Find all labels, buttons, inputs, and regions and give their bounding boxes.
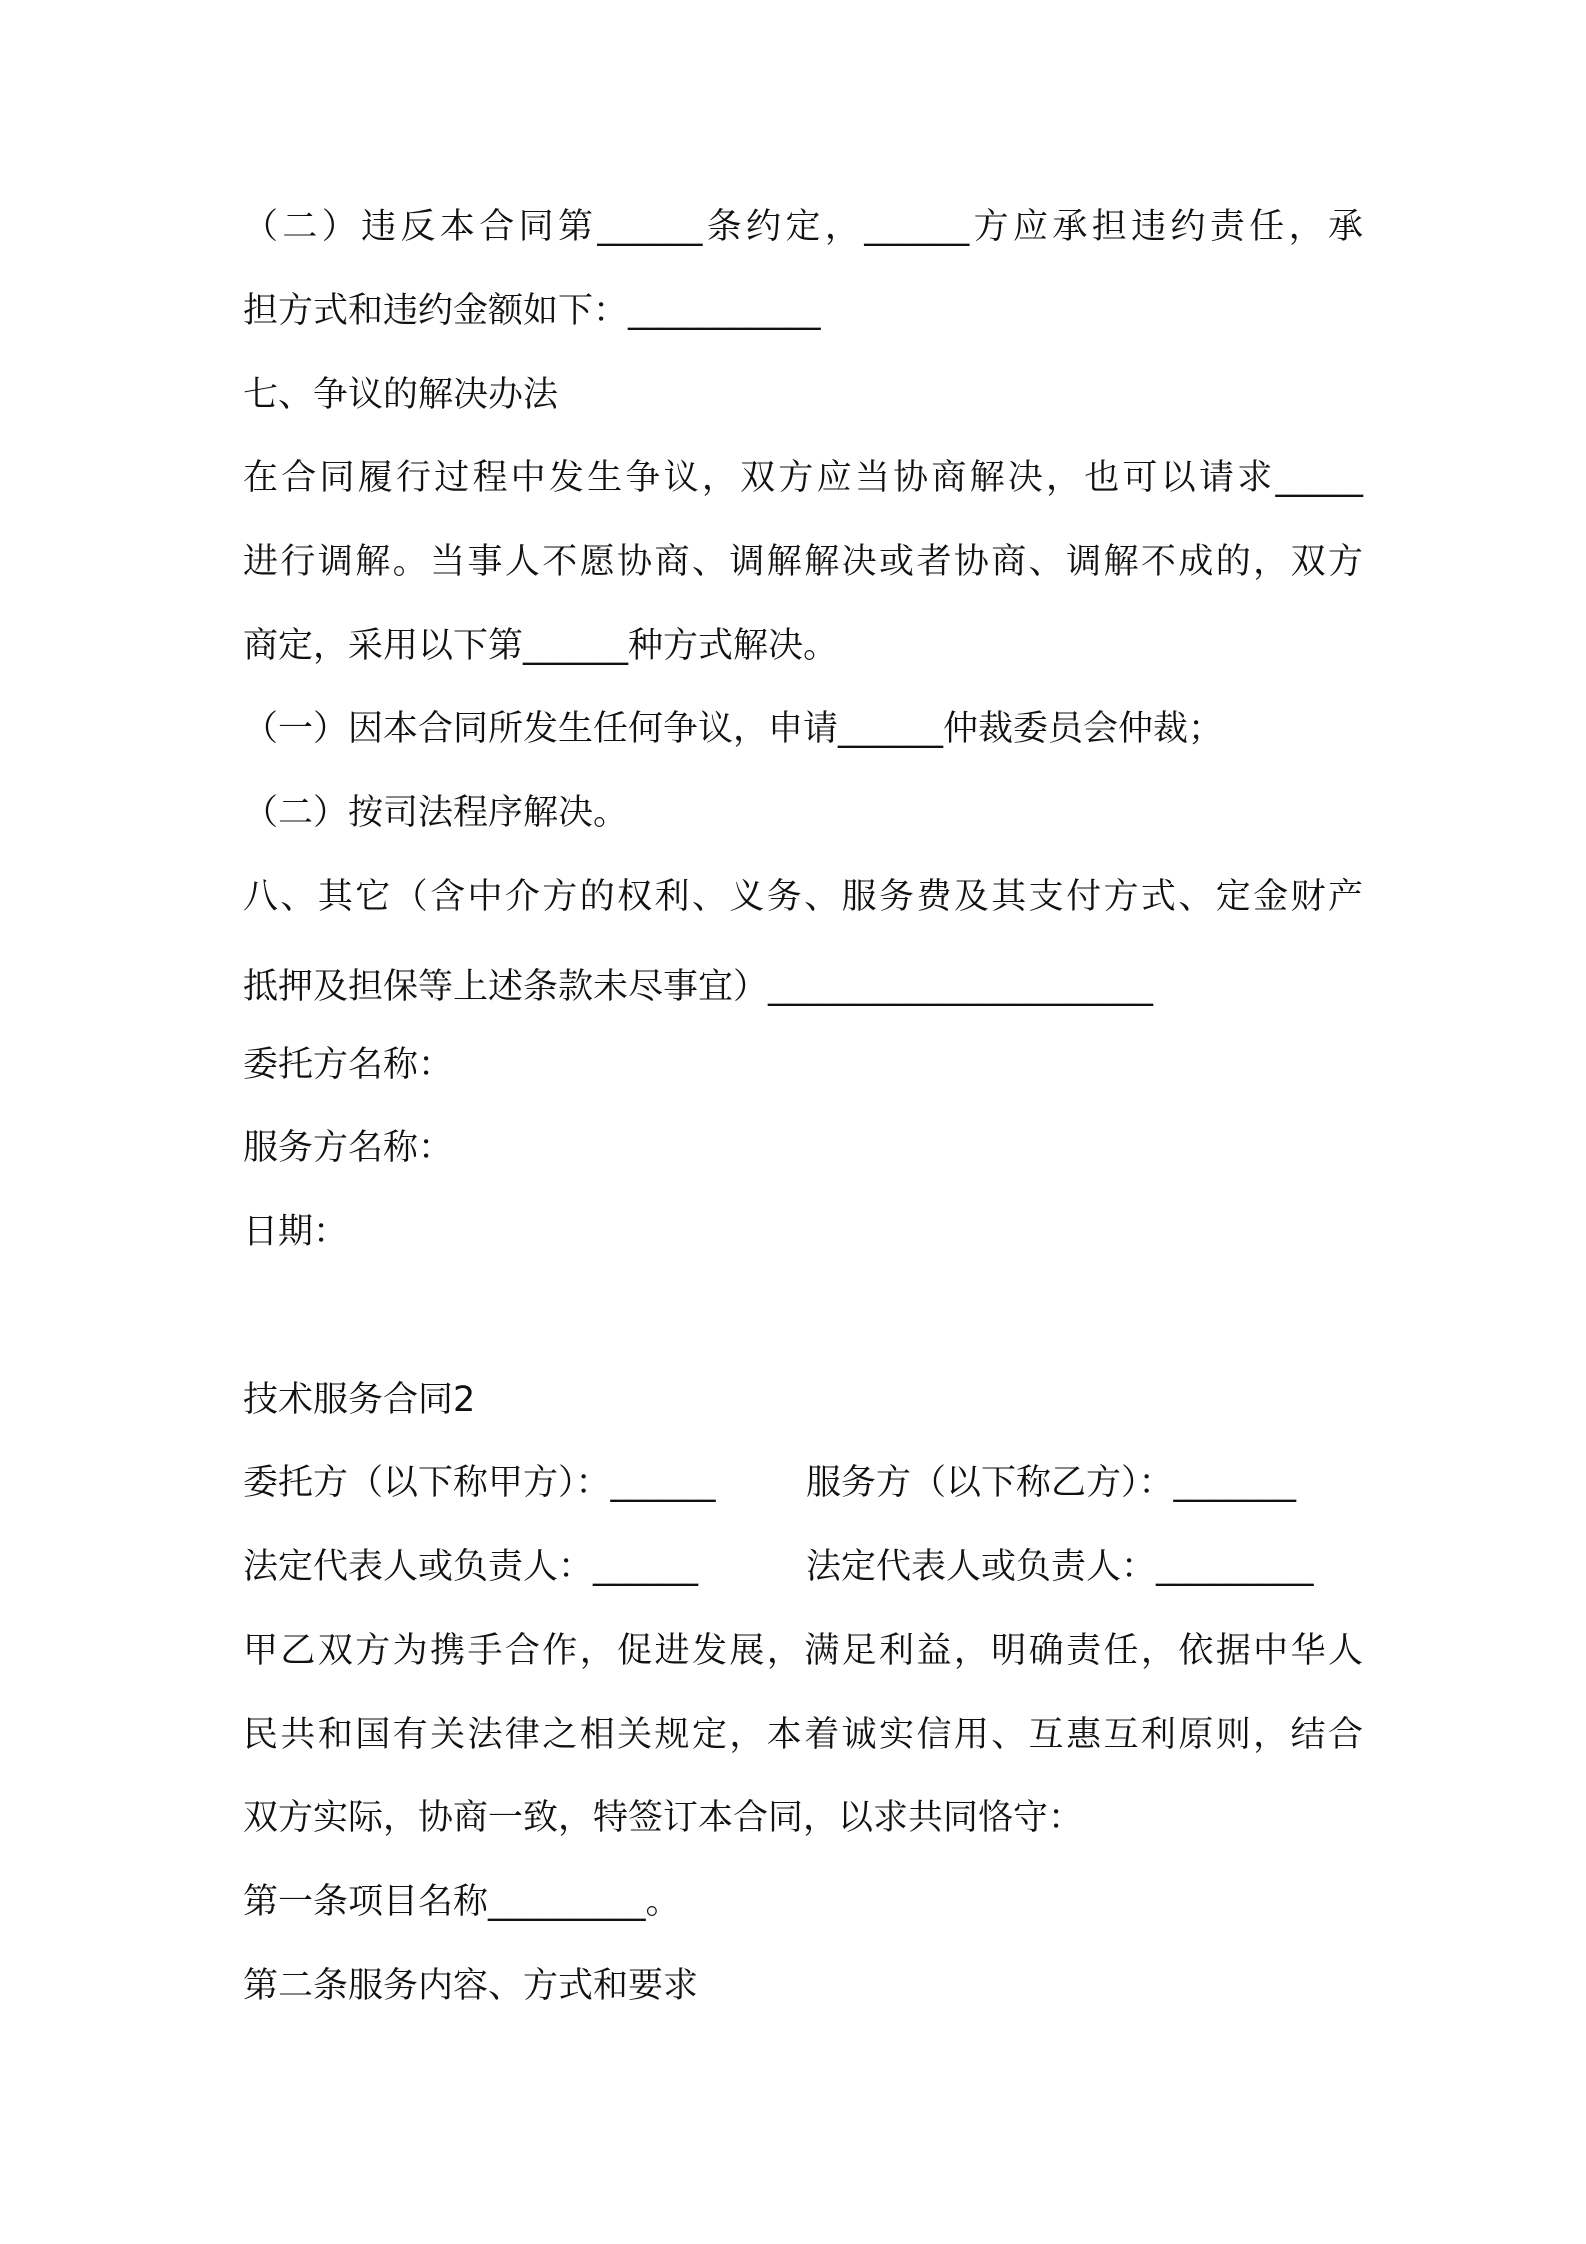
- contract2-provider-rep: 法定代表人或负责人：_________: [806, 1547, 1314, 1587]
- clause-breach-line-1: （二）违反本合同第______条约定，______方应承担违约责任，承: [243, 207, 1363, 247]
- section-heading-other-line-2: 抵押及担保等上述条款未尽事宜）______________________: [243, 967, 1154, 1007]
- contract2-article-2: 第二条服务内容、方式和要求: [243, 1966, 699, 2006]
- date-field: 日期：: [243, 1212, 349, 1252]
- dispute-paragraph-line-2: 进行调解。当事人不愿协商、调解解决或者协商、调解不成的，双方: [243, 542, 1363, 582]
- contract2-preamble-line-3: 双方实际，协商一致，特签订本合同，以求共同恪守：: [243, 1798, 1084, 1838]
- contract2-title: 技术服务合同2: [243, 1380, 476, 1420]
- contract2-article-1: 第一条项目名称_________。: [243, 1882, 681, 1922]
- contract2-provider-label: 服务方（以下称乙方）：_______: [806, 1463, 1297, 1503]
- provider-name-field: 服务方名称：: [243, 1128, 454, 1168]
- clause-breach-line-2: 担方式和违约金额如下：___________: [243, 291, 821, 331]
- client-name-field: 委托方名称：: [243, 1045, 454, 1085]
- dispute-paragraph-line-3: 商定，采用以下第______种方式解决。: [243, 626, 839, 666]
- section-heading-dispute: 七、争议的解决办法: [243, 375, 559, 415]
- dispute-option-judicial: （二）按司法程序解决。: [243, 793, 629, 833]
- contract2-client-rep: 法定代表人或负责人：______: [243, 1547, 699, 1587]
- contract2-representatives-row: [243, 1541, 1363, 1593]
- contract2-preamble-line-1: 甲乙双方为携手合作，促进发展，满足利益，明确责任，依据中华人: [243, 1631, 1363, 1671]
- contract2-parties-row: [243, 1457, 1363, 1509]
- dispute-option-arbitration: （一）因本合同所发生任何争议，申请______仲裁委员会仲裁；: [243, 709, 1224, 749]
- contract2-client-label: 委托方（以下称甲方）：______: [243, 1463, 716, 1503]
- contract2-preamble-line-2: 民共和国有关法律之相关规定，本着诚实信用、互惠互利原则，结合: [243, 1715, 1363, 1755]
- dispute-paragraph-line-1: 在合同履行过程中发生争议，双方应当协商解决，也可以请求_____: [243, 458, 1363, 498]
- section-heading-other-line-1: 八、其它（含中介方的权利、义务、服务费及其支付方式、定金财产: [243, 877, 1363, 917]
